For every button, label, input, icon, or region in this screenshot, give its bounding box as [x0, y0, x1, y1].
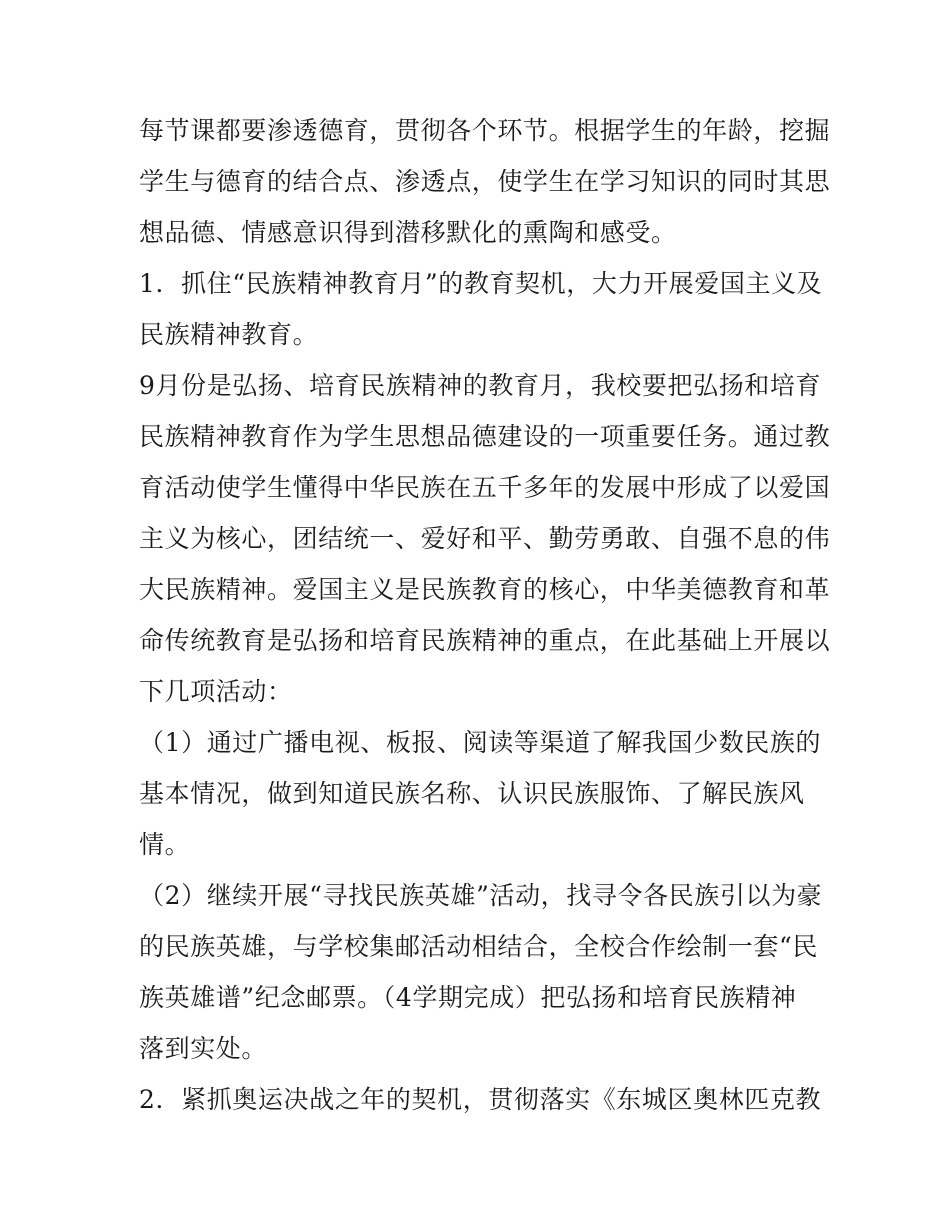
- heading-line: 1．抓住“民族精神教育月”的教育契机，大力开展爱国主义及: [139, 269, 823, 298]
- text-line: 每节课都要渗透德育，贯彻各个环节。根据学生的年龄，挖掘: [139, 116, 831, 145]
- list-item-line: （2）继续开展“寻找民族英雄”活动，找寻令各民族引以为豪: [139, 881, 823, 910]
- text-line: 主义为核心，团结统一、爱好和平、勤劳勇敢、自强不息的伟: [139, 524, 831, 553]
- text-line: 育活动使学生懂得中华民族在五千多年的发展中形成了以爱国: [139, 473, 831, 502]
- text-line: 下几项活动：: [139, 677, 293, 706]
- text-line: 学生与德育的结合点、渗透点，使学生在学习知识的同时其思: [139, 167, 831, 196]
- text-line: 大民族精神。爱国主义是民族教育的核心，中华美德教育和革: [139, 575, 831, 604]
- heading-line: 2．紧抓奥运决战之年的契机，贯彻落实《东城区奥林匹克教: [139, 1085, 822, 1114]
- list-item-line: 情。: [139, 830, 191, 859]
- heading-line: 民族精神教育。: [139, 320, 319, 349]
- text-line: 想品德、情感意识得到潜移默化的熏陶和感受。: [139, 218, 677, 247]
- document-body: [139, 105, 831, 1125]
- text-line: 命传统教育是弘扬和培育民族精神的重点，在此基础上开展以: [139, 626, 831, 655]
- text-line: 民族精神教育作为学生思想品德建设的一项重要任务。通过教: [139, 422, 831, 451]
- list-item-line: 基本情况，做到知道民族名称、认识民族服饰、了解民族风: [139, 779, 805, 808]
- list-item-line: 的民族英雄，与学校集邮活动相结合，全校合作绘制一套“民: [139, 932, 818, 961]
- list-item-line: 族英雄谱”纪念邮票。（4学期完成）把弘扬和培育民族精神: [139, 983, 797, 1012]
- list-item-line: （1）通过广播电视、板报、阅读等渠道了解我国少数民族的: [139, 728, 822, 757]
- text-line: 9月份是弘扬、培育民族精神的教育月，我校要把弘扬和培育: [139, 371, 822, 400]
- list-item-line: 落到实处。: [139, 1034, 268, 1063]
